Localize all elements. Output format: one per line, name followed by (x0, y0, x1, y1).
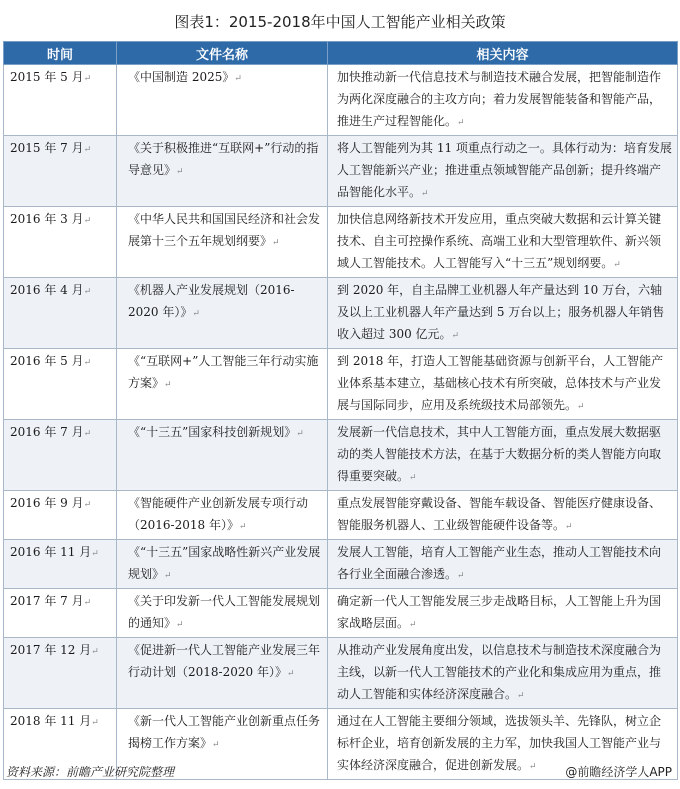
content-text: 确定新一代人工智能发展三步走战略目标，人工智能上升为国家战略层面。 (337, 594, 662, 630)
cell-time (4, 420, 117, 491)
doc-text: 《“互联网+”人工智能三年行动实施方案》 (128, 354, 319, 390)
cell-doc (117, 65, 328, 136)
paragraph-mark-icon: ↵ (457, 571, 465, 581)
time-text: 2018 年 11 月 (10, 714, 92, 728)
paragraph-mark-icon: ↵ (577, 402, 585, 412)
table-row (4, 540, 678, 589)
cell-time (4, 349, 117, 420)
cell-doc (117, 349, 328, 420)
table-row (4, 349, 678, 420)
cell-doc (117, 278, 328, 349)
paragraph-mark-icon: ↵ (83, 358, 92, 368)
cell-time (4, 589, 117, 638)
policy-table (3, 41, 678, 780)
time-text: 2015 年 5 月 (10, 70, 84, 84)
paragraph-mark-icon: ↵ (565, 522, 573, 532)
time-text: 2016 年 5 月 (10, 354, 84, 368)
cell-time (4, 638, 117, 709)
paragraph-mark-icon: ↵ (517, 691, 525, 701)
paragraph-mark-icon: ↵ (91, 718, 99, 728)
cell-time (4, 540, 117, 589)
paragraph-mark-icon: ↵ (164, 380, 172, 390)
paragraph-mark-icon: ↵ (451, 331, 460, 341)
cell-content (328, 278, 678, 349)
table-body (4, 65, 678, 780)
content-text: 到 2020 年，自主品牌工业机器人年产量达到 10 万台，六轴及以上工业机器人年产量达到 5 万台以上；服务机器人年销售收入超过 300 亿元。 (337, 283, 665, 341)
table-row (4, 136, 678, 207)
doc-text: 《智能硬件产业创新发展专项行动（2016-2018 年）》 (128, 496, 309, 532)
content-text: 加快推动新一代信息技术与制造技术融合发展，把智能制造作为两化深度融合的主攻方向；着力发展智能装备和智能产品，推进生产过程智能化。 (337, 70, 662, 128)
content-text: 到 2018 年，打造人工智能基础资源与创新平台，人工智能产业体系基本建立，基础核心技术有所突破，总体技术与产业发展与国际同步，应用及系统级技术局部领先。 (337, 354, 664, 412)
cell-content (328, 491, 678, 540)
content-text: 通过在人工智能主要细分领域，选拔领头羊、先锋队，树立企标杆企业，培育创新发展的主力军，加快我国人工智能产业与实体经济深度融合，促进创新发展。 (337, 714, 662, 772)
time-text: 2017 年 12 月 (10, 643, 92, 657)
paragraph-mark-icon: ↵ (83, 74, 92, 84)
paragraph-mark-icon: ↵ (272, 238, 280, 248)
paragraph-mark-icon: ↵ (234, 74, 242, 84)
paragraph-mark-icon: ↵ (176, 620, 184, 630)
cell-doc (117, 420, 328, 491)
table-row (4, 589, 678, 638)
table-row (4, 638, 678, 709)
cell-time (4, 136, 117, 207)
cell-content (328, 589, 678, 638)
doc-text: 《新一代人工智能产业创新重点任务揭榜工作方案》 (128, 714, 321, 750)
table-row (4, 278, 678, 349)
cell-doc (117, 589, 328, 638)
paragraph-mark-icon: ↵ (457, 118, 465, 128)
cell-doc (117, 638, 328, 709)
cell-doc (117, 540, 328, 589)
paragraph-mark-icon: ↵ (91, 647, 99, 657)
cell-time (4, 207, 117, 278)
source-note: 资料来源：前瞻产业研究院整理 (6, 765, 175, 779)
paragraph-mark-icon: ↵ (83, 429, 92, 439)
paragraph-mark-icon: ↵ (91, 549, 99, 559)
table-row (4, 491, 678, 540)
paragraph-mark-icon: ↵ (83, 500, 92, 510)
cell-time (4, 278, 117, 349)
cell-content (328, 207, 678, 278)
cell-doc (117, 136, 328, 207)
cell-content (328, 65, 678, 136)
doc-text: 《“十三五”国家战略性新兴产业发展规划》 (128, 545, 321, 581)
cell-content (328, 638, 678, 709)
paragraph-mark-icon: ↵ (409, 620, 417, 630)
paragraph-mark-icon: ↵ (613, 260, 621, 270)
content-text: 重点发展智能穿戴设备、智能车载设备、智能医疗健康设备、智能服务机器人、工业级智能硬件设备等。 (337, 496, 662, 532)
content-text: 发展新一代信息技术，其中人工智能方面，重点发展大数据驱动的类人智能技术方法，在基于大数据分析的类人智能方向取得重要突破。 (337, 425, 662, 483)
cell-content (328, 349, 678, 420)
cell-time (4, 491, 117, 540)
doc-text: 《关于积极推进“互联网+”行动的指导意见》 (128, 141, 319, 177)
cell-content (328, 420, 678, 491)
table-title: 图表1：2015-2018年中国人工智能产业相关政策 (174, 13, 506, 31)
table-row (4, 65, 678, 136)
paragraph-mark-icon: ↵ (176, 167, 184, 177)
doc-text: 《中国制造 2025》 (128, 70, 235, 84)
cell-doc (117, 207, 328, 278)
paragraph-mark-icon: ↵ (529, 762, 537, 772)
paragraph-mark-icon: ↵ (83, 216, 92, 226)
cell-doc (117, 491, 328, 540)
doc-text: 《促进新一代人工智能产业发展三年行动计划（2018-2020 年）》 (128, 643, 321, 679)
time-text: 2016 年 3 月 (10, 212, 84, 226)
table-row (4, 420, 678, 491)
time-text: 2016 年 7 月 (10, 425, 84, 439)
header-time: 时间 (4, 42, 117, 65)
paragraph-mark-icon: ↵ (164, 571, 172, 581)
time-text: 2016 年 4 月 (10, 283, 84, 297)
doc-text: 《“十三五”国家科技创新规划》 (128, 425, 297, 439)
paragraph-mark-icon: ↵ (238, 522, 247, 532)
doc-text: 《中华人民共和国国民经济和社会发展第十三个五年规划纲要》 (128, 212, 321, 248)
paragraph-mark-icon: ↵ (286, 669, 295, 679)
doc-text: 《关于印发新一代人工智能发展规划的通知》 (128, 594, 321, 630)
time-text: 2015 年 7 月 (10, 141, 84, 155)
paragraph-mark-icon: ↵ (296, 429, 304, 439)
paragraph-mark-icon: ↵ (83, 598, 92, 608)
doc-text: 《机器人产业发展规划（2016-2020 年）》 (128, 283, 295, 319)
content-text: 加快信息网络新技术开发应用，重点突破大数据和云计算关键技术、自主可控操作系统、高端工业和大型管理软件、新兴领域人工智能技术。人工智能写入“十三五”规划纲要。 (337, 212, 662, 270)
header-row (4, 42, 678, 65)
cell-content (328, 540, 678, 589)
paragraph-mark-icon: ↵ (409, 473, 417, 483)
cell-content (328, 136, 678, 207)
paragraph-mark-icon: ↵ (212, 740, 220, 750)
paragraph-mark-icon: ↵ (421, 189, 429, 199)
content-text: 发展人工智能，培育人工智能产业生态，推动人工智能技术向各行业全面融合渗透。 (337, 545, 662, 581)
paragraph-mark-icon: ↵ (192, 309, 200, 319)
paragraph-mark-icon: ↵ (83, 287, 92, 297)
time-text: 2016 年 9 月 (10, 496, 84, 510)
brand-credit: @前瞻经济学人APP (565, 765, 672, 779)
content-text: 从推动产业发展角度出发，以信息技术与制造技术深度融合为主线，以新一代人工智能技术的产业化和集成应用为重点，推动人工智能和实体经济深度融合。 (337, 643, 662, 701)
time-text: 2016 年 11 月 (10, 545, 92, 559)
cell-time (4, 65, 117, 136)
table-row (4, 207, 678, 278)
paragraph-mark-icon: ↵ (83, 145, 92, 155)
header-content: 相关内容 (328, 42, 678, 65)
content-text: 将人工智能列为其 11 项重点行动之一。具体行动为：培育发展人工智能新兴产业；推进重点领域智能产品创新；提升终端产品智能化水平。 (337, 141, 672, 199)
time-text: 2017 年 7 月 (10, 594, 84, 608)
header-document: 文件名称 (117, 42, 328, 65)
